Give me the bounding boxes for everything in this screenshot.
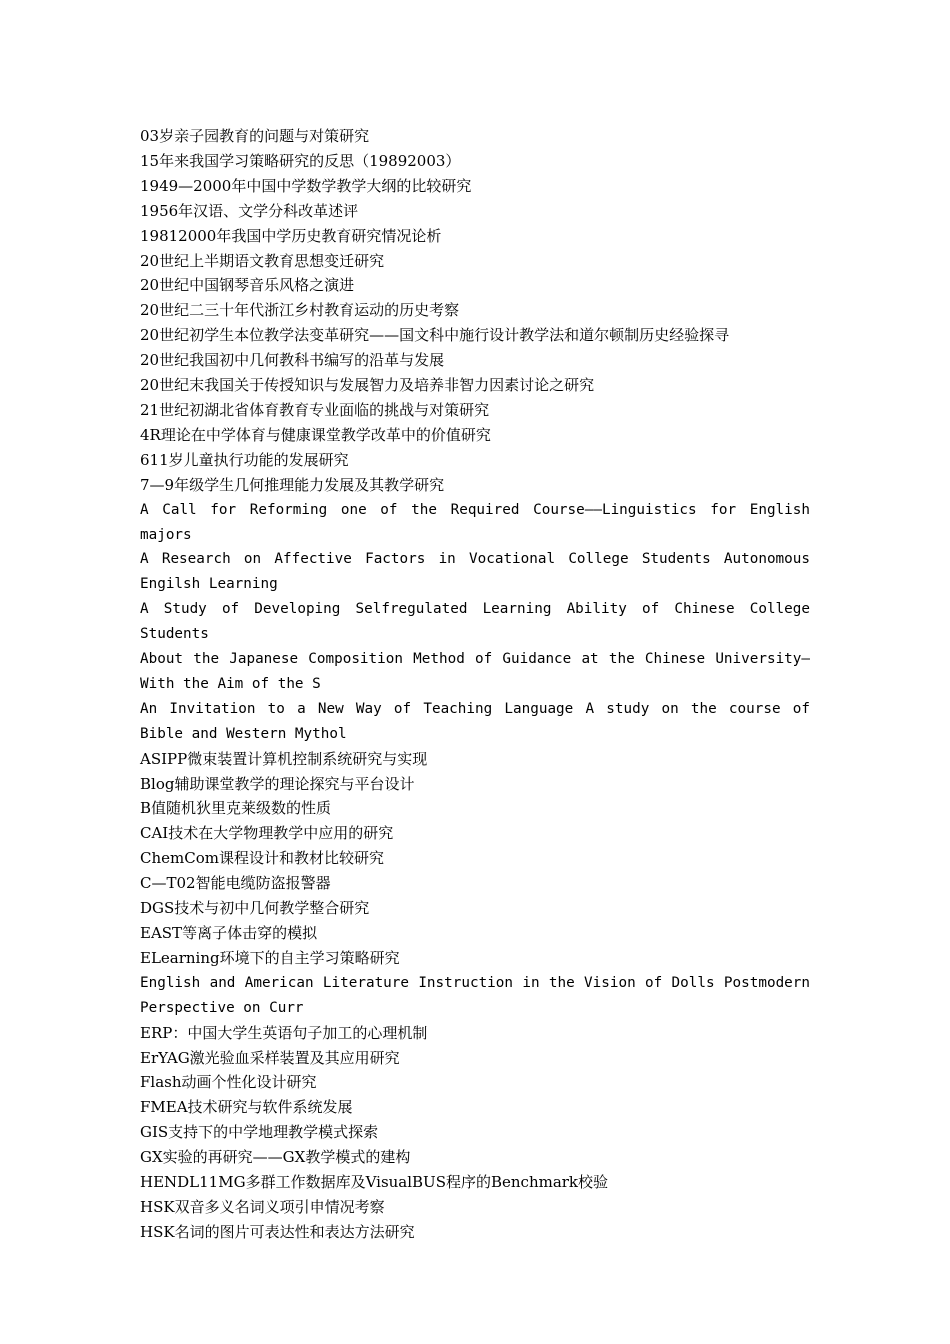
list-item: 20世纪末我国关于传授知识与发展智力及培养非智力因素讨论之研究 bbox=[140, 376, 595, 395]
list-item: 7—9年级学生几何推理能力发展及其教学研究 bbox=[140, 475, 445, 494]
list-item: HSK双音多义名词义项引申情况考察 bbox=[140, 1197, 385, 1216]
list-item: 20世纪上半期语文教育思想变迁研究 bbox=[140, 251, 385, 270]
list-item: Blog辅助课堂教学的理论探究与平台设计 bbox=[140, 774, 415, 793]
list-item: ErYAG激光验血采样装置及其应用研究 bbox=[140, 1048, 400, 1067]
list-item: About the Japanese Composition Method of Guidance at the Chinese University—With the Aim of the S bbox=[140, 651, 810, 692]
list-item: 20世纪初学生本位教学法变革研究——国文科中施行设计教学法和道尔顿制历史经验探寻 bbox=[140, 326, 730, 345]
list-item: 1956年汉语、文学分科改革述评 bbox=[140, 201, 359, 220]
list-item: A Call for Reforming one of the Required Course——Linguistics for English majors bbox=[140, 501, 810, 543]
list-item: C—T02智能电缆防盗报警器 bbox=[140, 874, 331, 893]
thesis-title-list bbox=[140, 124, 810, 1245]
list-item: Flash动画个性化设计研究 bbox=[140, 1073, 317, 1092]
list-item: 03岁亲子园教育的问题与对策研究 bbox=[140, 127, 370, 145]
list-item: English and American Literature Instruction in the Vision of Dolls Postmodern Perspective on Curr bbox=[140, 974, 810, 1016]
list-item: 20世纪我国初中几何教科书编写的沿革与发展 bbox=[140, 351, 445, 370]
list-item: CAI技术在大学物理教学中应用的研究 bbox=[140, 824, 394, 843]
list-item: A Study of Developing Selfregulated Learning Ability of Chinese College Students bbox=[140, 601, 810, 643]
list-item: 19812000年我国中学历史教育研究情况论析 bbox=[140, 226, 442, 245]
list-item: ERP：中国大学生英语句子加工的心理机制 bbox=[140, 1023, 428, 1042]
list-item: EAST等离子体击穿的模拟 bbox=[140, 924, 318, 942]
list-item: 611岁儿童执行功能的发展研究 bbox=[140, 450, 349, 469]
list-item: FMEA技术研究与软件系统发展 bbox=[140, 1098, 353, 1117]
list-item: A Research on Affective Factors in Vocational College Students Autonomous Engilsh Learning bbox=[140, 551, 810, 593]
list-item: ChemCom课程设计和教材比较研究 bbox=[140, 849, 384, 868]
list-item: HENDL11MG多群工作数据库及VisualBUS程序的Benchmark校验 bbox=[140, 1173, 609, 1192]
list-item: B值随机狄里克莱级数的性质 bbox=[140, 799, 332, 818]
list-item: GX实验的再研究——GX教学模式的建构 bbox=[140, 1148, 411, 1167]
list-item: 15年来我国学习策略研究的反思（19892003） bbox=[140, 151, 461, 170]
list-item: 20世纪中国钢琴音乐风格之演进 bbox=[140, 276, 355, 295]
list-item: HSK名词的图片可表达性和表达方法研究 bbox=[140, 1222, 415, 1241]
list-item: ASIPP微束装置计算机控制系统研究与实现 bbox=[140, 749, 428, 768]
list-item: 1949—2000年中国中学数学教学大纲的比较研究 bbox=[140, 176, 472, 195]
list-item: DGS技术与初中几何教学整合研究 bbox=[140, 899, 370, 918]
list-item: 20世纪二三十年代浙江乡村教育运动的历史考察 bbox=[140, 301, 460, 320]
list-item: 4R理论在中学体育与健康课堂教学改革中的价值研究 bbox=[140, 425, 491, 444]
list-item: 21世纪初湖北省体育教育专业面临的挑战与对策研究 bbox=[140, 400, 490, 419]
list-item: GIS支持下的中学地理教学模式探索 bbox=[140, 1123, 379, 1142]
list-item: An Invitation to a New Way of Teaching Language A study on the course of Bible and Western Mythol bbox=[140, 700, 810, 742]
list-item: ELearning环境下的自主学习策略研究 bbox=[140, 948, 400, 967]
